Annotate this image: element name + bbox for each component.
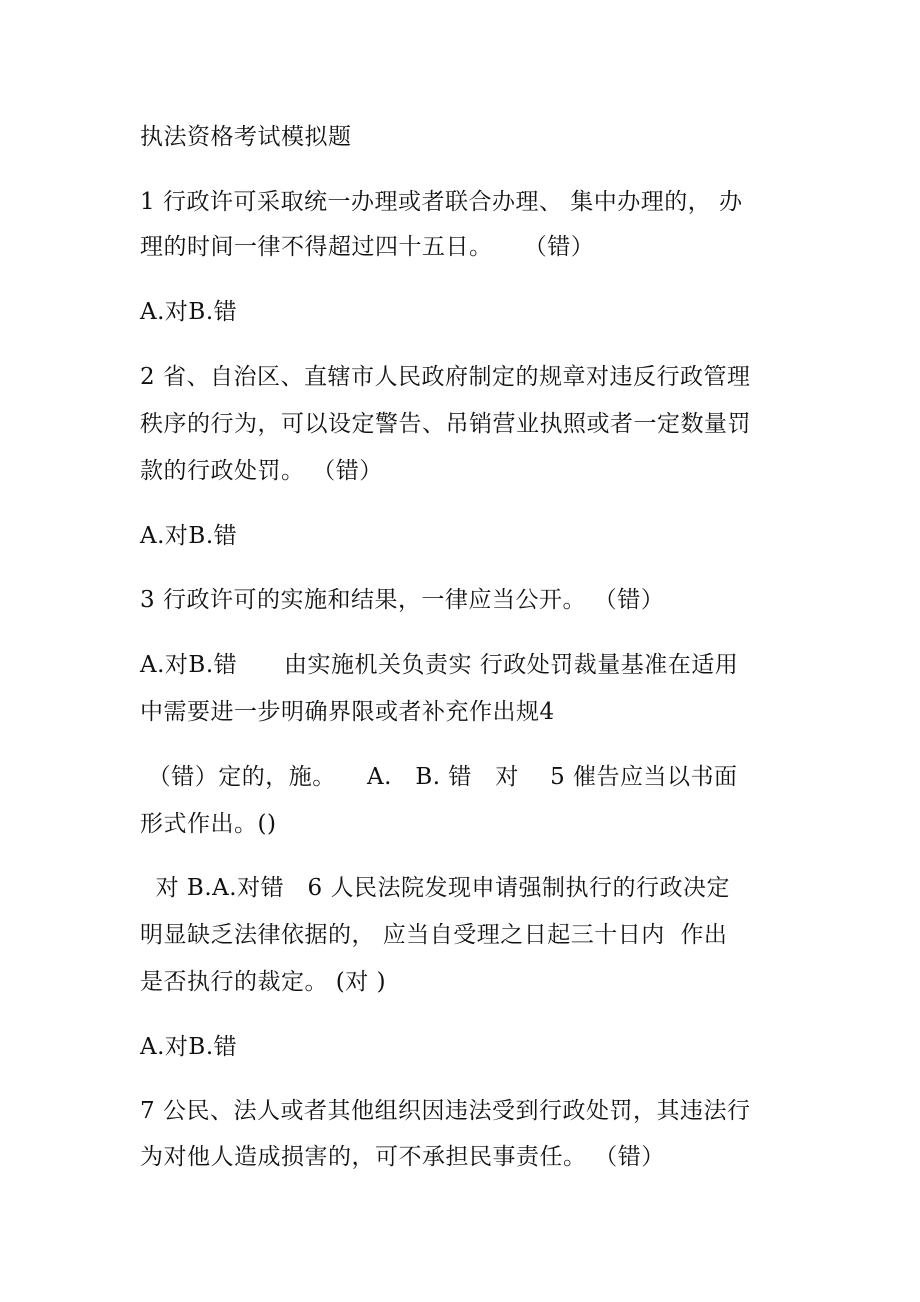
- text-line-q5: 形式作出。(): [140, 811, 277, 837]
- text-line-q2-options: A.对B.错: [140, 523, 238, 549]
- text-line-q1-b: 理的时间一律不得超过四十五日。 （错）: [140, 234, 595, 260]
- text-line-q3-options: A.对B.错 由实施机关负责实 行政处罚裁量基准在适用: [140, 652, 739, 678]
- text-line-q6-c: 是否执行的裁定。 (对 ): [140, 969, 387, 995]
- text-line-q4-a: 中需要进一步明确界限或者补充作出规4: [140, 699, 555, 725]
- text-line-q2-a: 2 省、自治区、直辖市人民政府制定的规章对违反行政管理: [140, 364, 751, 390]
- text-line-q7-b: 为对他人造成损害的，可不承担民事责任。 （错）: [140, 1144, 665, 1170]
- text-line-q2-c: 款的行政处罚。 （错）: [140, 458, 383, 484]
- text-line-q3: 3 行政许可的实施和结果，一律应当公开。 （错）: [140, 587, 665, 613]
- text-line-q7-a: 7 公民、法人或者其他组织因违法受到行政处罚，其违法行: [140, 1098, 751, 1124]
- text-line-q6-b: 明显缺乏法律依据的， 应当自受理之日起三十日内 作出: [140, 922, 728, 948]
- text-line-q4-b: （错）定的，施。 A. B. 错 对 5 催告应当以书面: [140, 764, 738, 790]
- text-line-q6-options: A.对B.错: [140, 1034, 238, 1060]
- text-line-q2-b: 秩序的行为，可以设定警告、吊销营业执照或者一定数量罚: [140, 411, 751, 437]
- text-line-q1-options: A.对B.错: [140, 299, 238, 325]
- text-line-q1-a: 1 行政许可采取统一办理或者联合办理、 集中办理的， 办: [140, 189, 743, 215]
- text-line-q6-a: 对 B.A.对错 6 人民法院发现申请强制执行的行政决定: [140, 875, 730, 901]
- document-title: 执法资格考试模拟题: [140, 124, 352, 150]
